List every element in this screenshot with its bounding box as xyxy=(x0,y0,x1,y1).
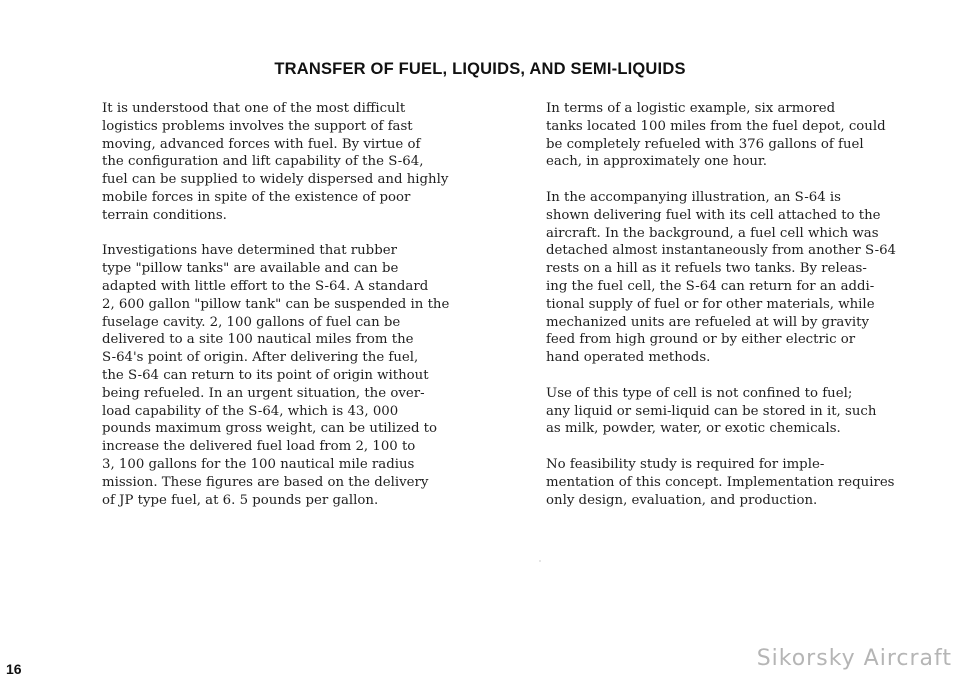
text-line: In terms of a logistic example, six armored xyxy=(546,101,836,116)
paragraph xyxy=(500,100,912,171)
text-line: fuel can be supplied to widely dispersed and highly xyxy=(102,172,449,188)
text-line: any liquid or semi-liquid can be stored in it, such xyxy=(546,403,877,419)
text-line: mechanized units are refueled at will by gravity xyxy=(546,314,869,330)
text-line: fuselage cavity. 2, 100 gallons of fuel can be xyxy=(102,314,401,330)
left-column xyxy=(56,100,456,527)
text-line: shown delivering fuel with its cell attached to the xyxy=(546,207,881,223)
text-line: 2, 600 gallon "pillow tank" can be suspended in the xyxy=(102,296,450,312)
text-line: tanks located 100 miles from the fuel depot, could xyxy=(546,118,886,134)
paragraph xyxy=(56,242,456,509)
text-line: as milk, powder, water, or exotic chemicals. xyxy=(546,421,841,437)
paragraph xyxy=(500,189,912,367)
text-line: Use of this type of cell is not confined to fuel; xyxy=(546,385,853,401)
text-line: Investigations have determined that rubber xyxy=(102,243,397,259)
text-line: moving, advanced forces with fuel. By virtue of xyxy=(102,136,421,152)
text-line: mobile forces in spite of the existence of poor xyxy=(102,189,411,205)
text-line: be completely refueled with 376 gallons of fuel xyxy=(546,136,864,152)
text-line: detached almost instantaneously from another S-64 xyxy=(546,243,897,259)
text-line: adapted with little effort to the S-64. A standard xyxy=(102,278,429,294)
text-line: the configuration and lift capability of the S-64, xyxy=(102,154,424,170)
text-line: increase the delivered fuel load from 2, 100 to xyxy=(102,439,416,455)
right-column xyxy=(500,100,912,527)
text-line: ing the fuel cell, the S-64 can return for an addi- xyxy=(546,278,875,294)
page-number: 16 xyxy=(6,661,22,677)
text-line: 3, 100 gallons for the 100 nautical mile radius xyxy=(102,456,415,472)
text-line: It is understood that one of the most difficult xyxy=(102,101,406,116)
text-line: being refueled. In an urgent situation, the over- xyxy=(102,385,425,401)
text-line: hand operated methods. xyxy=(546,350,711,366)
paragraph xyxy=(500,385,912,438)
brand-logo: Sikorsky Aircraft xyxy=(756,646,952,671)
scan-speck xyxy=(539,560,541,562)
text-line: tional supply of fuel or for other materials, while xyxy=(546,296,875,312)
text-line: S-64's point of origin. After delivering the fuel, xyxy=(102,350,419,366)
text-line: mentation of this concept. Implementation requires xyxy=(546,474,895,490)
text-line: rests on a hill as it refuels two tanks. By releas- xyxy=(546,261,867,277)
text-line: delivered to a site 100 nautical miles from the xyxy=(102,332,414,348)
text-line: logistics problems involves the support of fast xyxy=(102,118,413,134)
text-line: In the accompanying illustration, an S-64 is xyxy=(546,189,841,205)
text-line: type "pillow tanks" are available and can be xyxy=(102,261,399,277)
paragraph xyxy=(56,100,456,225)
text-line: No feasibility study is required for imple- xyxy=(546,456,825,472)
text-line: only design, evaluation, and production. xyxy=(546,492,818,508)
text-line: terrain conditions. xyxy=(102,207,227,223)
text-line: aircraft. In the background, a fuel cell which was xyxy=(546,225,879,241)
paragraph xyxy=(500,456,912,509)
text-line: pounds maximum gross weight, can be utilized to xyxy=(102,421,438,437)
text-line: feed from high ground or by either electric or xyxy=(546,332,856,348)
text-line: load capability of the S-64, which is 43, 000 xyxy=(102,403,399,419)
text-line: of JP type fuel, at 6. 5 pounds per gallon. xyxy=(102,492,379,508)
page-title: TRANSFER OF FUEL, LIQUIDS, AND SEMI-LIQUIDS xyxy=(274,60,686,78)
text-line: each, in approximately one hour. xyxy=(546,154,768,170)
text-line: mission. These figures are based on the delivery xyxy=(102,474,429,490)
text-line: the S-64 can return to its point of origin without xyxy=(102,367,429,383)
